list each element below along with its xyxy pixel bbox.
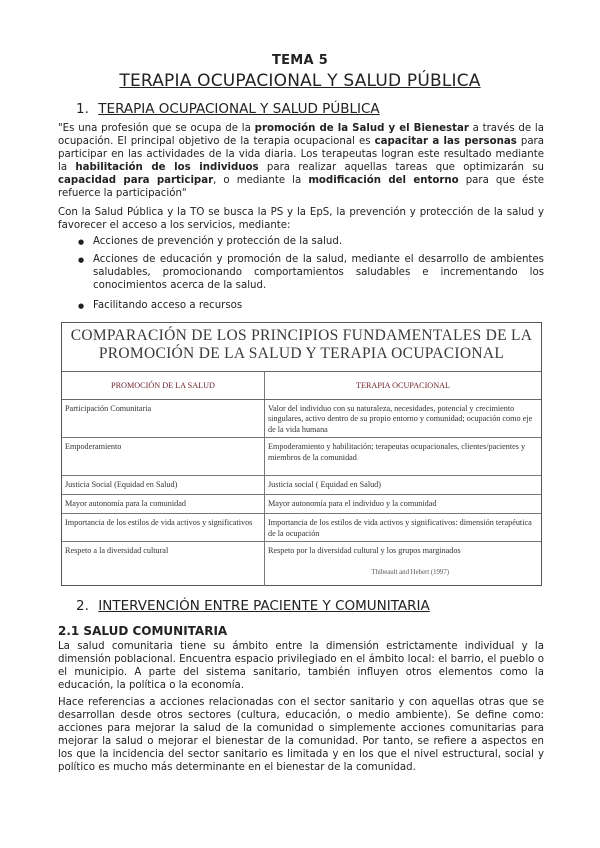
table-cell: Valor del individuo con su naturaleza, necesidades, potencial y crecimiento singulares, activo dentro de su propio entorno y comunidad; ocupación como eje de la vida humana (265, 400, 542, 438)
comparison-table (62, 371, 541, 586)
figure-title-line: COMPARACIÓN DE LOS PRINCIPIOS FUNDAMENTALES DE LA (70, 327, 533, 344)
quote-bold: promoción de la Salud y el Bienestar (254, 123, 469, 134)
community-health-paragraph: La salud comunitaria tiene su ámbito entre la dimensión estrictamente individual y la dimensión poblacional. Encuentra espacio privilegiado en el ámbito local: el barrio, el pueblo o el municipio. A parte del sistema sanitario, también influyen otros elementos como la educación, la política o la economía. (58, 641, 544, 691)
list-item: ● Acciones de educación y promoción de la salud, mediante el desarrollo de ambientes saludables, promocionando comportamientos saludables e incrementando los conocimientos acerca de la salud. (58, 254, 544, 293)
quote-text: a través de la ocupación. El principal objetivo de la terapia ocupacional es (58, 123, 544, 147)
table-cell: Mayor autonomía para el individuo y la comunidad (265, 495, 542, 514)
section-1-number: 1. (76, 101, 89, 117)
quote-text: , o mediante la (213, 174, 309, 186)
intro-paragraph: Con la Salud Pública y la TO se busca la PS y la EpS, la prevención y protección de la salud y favorecer el acceso a los servicios, mediante: (58, 207, 544, 231)
table-cell: Importancia de los estilos de vida activos y significativos (62, 514, 265, 542)
community-actions-paragraph: Hace referencias a acciones relacionadas con el sector sanitario y con aquellas otras que se desarrollan desde otros sectores (cultura, educación, o medio ambiente). Se define como: acciones para mejorar la salud de la comunidad o simplemente acciones comunitarias para mejorar la salud o mejorar el bienestar de la comunidad. Por tanto, se refiere a aspectos en los que la incidencia del sector sanitario es limitada y en los que el nivel estructural, social y político es mucho más determinante en el bienestar de la comunidad. (58, 697, 544, 773)
table-cell: Participación Comunitaria (62, 400, 265, 438)
section-2-heading (76, 598, 430, 614)
table-row (62, 476, 541, 495)
subsection-heading: 2.1 SALUD COMUNITARIA (58, 624, 228, 638)
table-row (62, 400, 541, 438)
table-cell: Respeto por la diversidad cultural y los grupos marginados (265, 542, 542, 586)
page-title: TERAPIA OCUPACIONAL Y SALUD PÚBLICA (119, 71, 481, 91)
quote-bold: modificación del entorno (308, 174, 459, 186)
table-cell: Justicia social ( Equidad en Salud) (265, 476, 542, 495)
table-row (62, 542, 541, 586)
table-cell: Respeto a la diversidad cultural (62, 542, 265, 586)
section-1-title: TERAPIA OCUPACIONAL Y SALUD PÚBLICA (98, 101, 380, 117)
table-cell: Importancia de los estilos de vida activos y significativos: dimensión terapéutica de la ocupación (265, 514, 542, 542)
section-1-heading (76, 101, 380, 117)
figure-title-line: PROMOCIÓN DE LA SALUD Y TERAPIA OCUPACIONAL (98, 345, 505, 362)
section-2-number: 2. (76, 598, 89, 614)
section-2-title: INTERVENCIÓN ENTRE PACIENTE Y COMUNITARIA (98, 598, 430, 614)
column-header: PROMOCIÓN DE LA SALUD (62, 372, 265, 400)
list-item: ● Facilitando acceso a recursos (58, 300, 544, 313)
quote-text: "Es una profesión que se ocupa de la (58, 123, 255, 134)
quote-bold: capacitar a las personas (374, 135, 517, 147)
table-cell: Mayor autonomía para la comunidad (62, 495, 265, 514)
table-cell: Justicia Social (Equidad en Salud) (62, 476, 265, 495)
figure-source: Thibeault and Hebert (1997) (371, 569, 449, 576)
definition-quote (58, 123, 544, 200)
list-item: ● Acciones de prevención y protección de la salud. (58, 236, 544, 249)
comparison-figure (61, 322, 542, 586)
quote-text: para participar en las actividades de la vida diaria. Los terapeutas logran este resultado mediante la (58, 135, 544, 173)
table-cell: Empoderamiento y habilitación; terapeutas ocupacionales, clientes/pacientes y miembros de la comunidad (265, 438, 542, 476)
quote-bold: capacidad para participar (58, 174, 214, 186)
quote-text: para realizar aquellas tareas que optimizarán su (258, 161, 545, 173)
column-header: TERAPIA OCUPACIONAL (265, 372, 542, 400)
figure-title (62, 327, 541, 363)
quote-text: para que éste refuerce la participación" (58, 174, 544, 199)
table-header-row (62, 372, 541, 400)
tema-label: TEMA 5 (271, 53, 329, 68)
bullet-list (58, 236, 544, 313)
quote-bold: habilitación de los individuos (75, 161, 259, 173)
table-row (62, 514, 541, 542)
table-cell: Empoderamiento (62, 438, 265, 476)
table-row (62, 438, 541, 476)
table-row (62, 495, 541, 514)
